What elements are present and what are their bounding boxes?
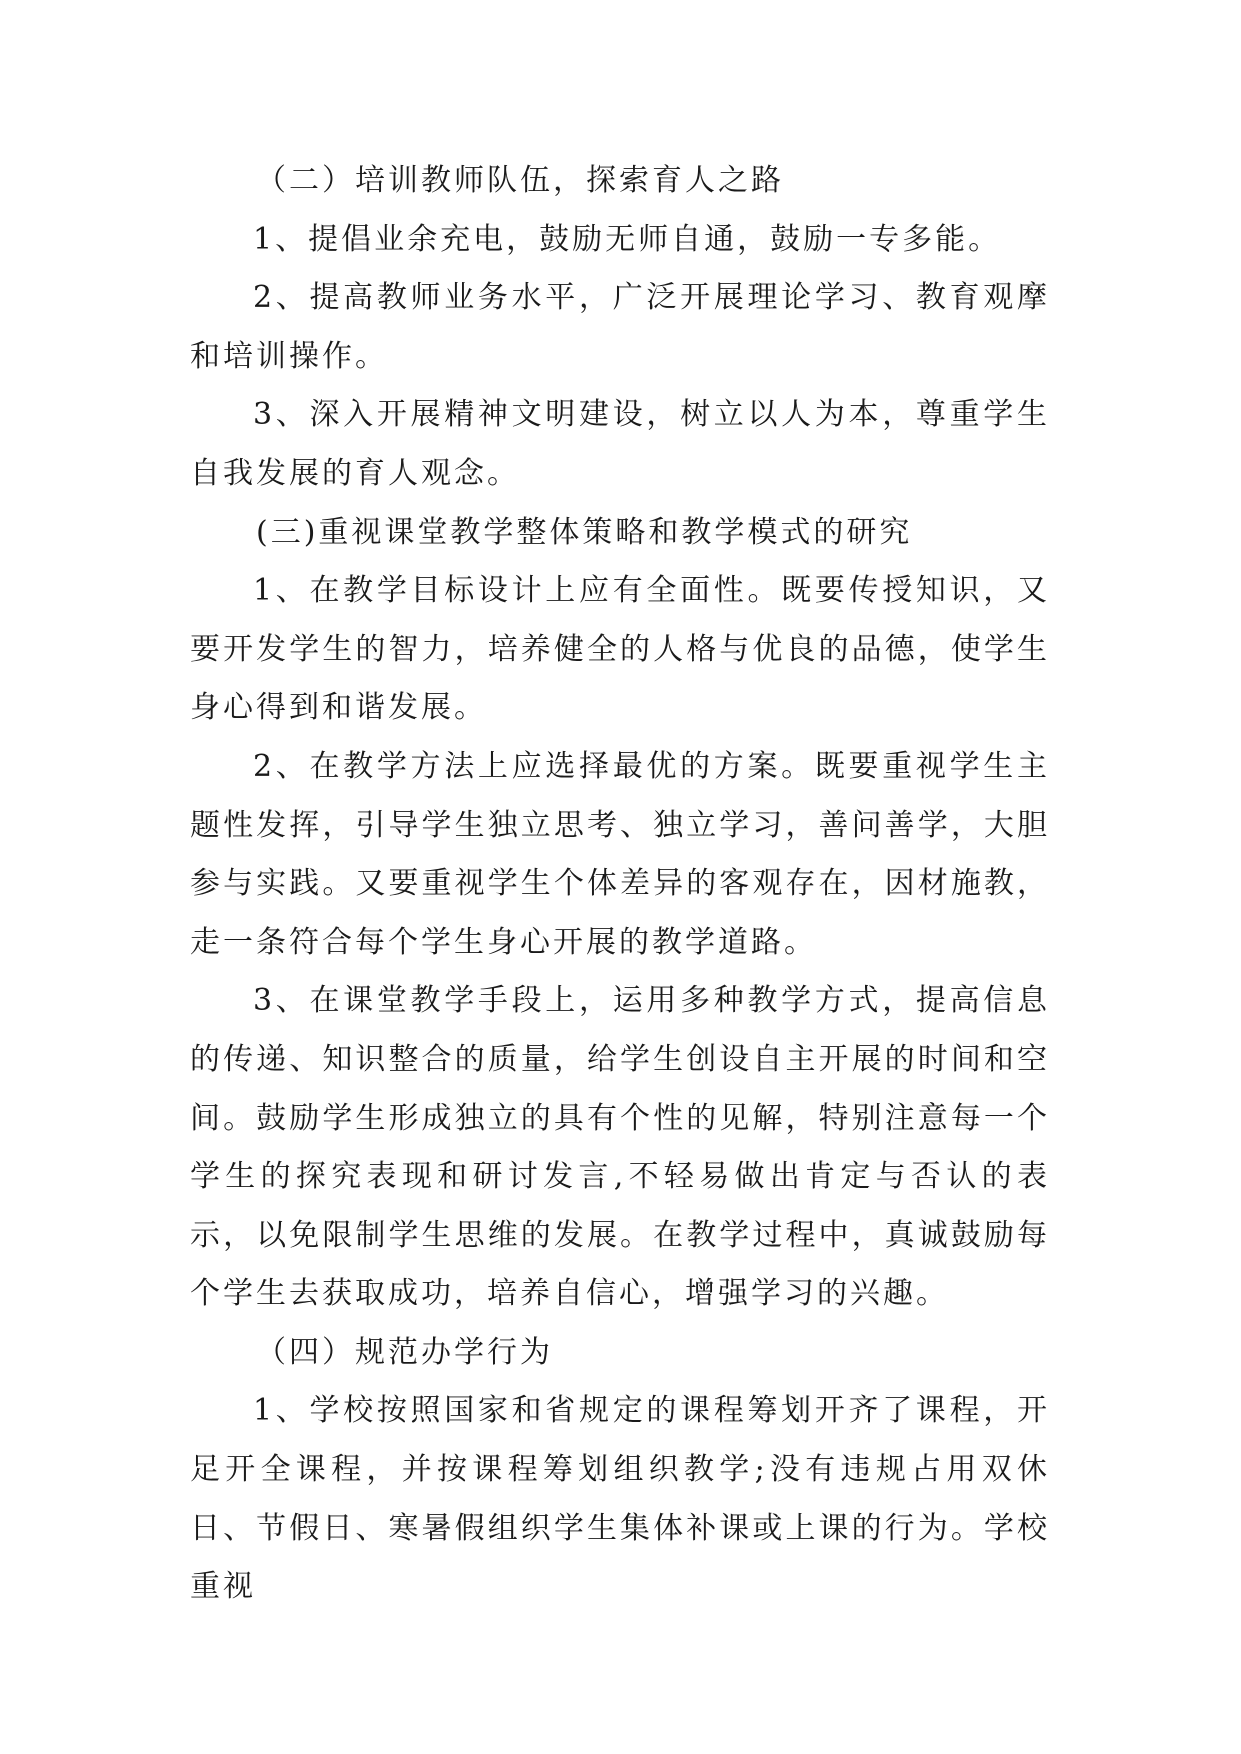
paragraph: 2、提高教师业务水平，广泛开展理论学习、教育观摩和培训操作。 bbox=[190, 280, 1050, 374]
paragraph: 3、深入开展精神文明建设，树立以人为本，尊重学生自我发展的育人观念。 bbox=[190, 397, 1050, 491]
paragraph: 1、学校按照国家和省规定的课程筹划开齐了课程，开足开全课程，并按课程筹划组织教学;没有违规占用双休日、节假日、寒暑假组织学生集体补课或上课的行为。学校重视 bbox=[190, 1393, 1050, 1605]
paragraph: 3、在课堂教学手段上，运用多种教学方式，提高信息的传递、知识整合的质量，给学生创设自主开展的时间和空间。鼓励学生形成独立的具有个性的见解，特别注意每一个学生的探究表现和研讨发言,不轻易做出肯定与否认的表示，以免限制学生思维的发展。在教学过程中，真诚鼓励每个学生去获取成功，培养自信心，增强学习的兴趣。 bbox=[190, 983, 1050, 1312]
paragraph: 1、提倡业余充电，鼓励无师自通，鼓励一专多能。 bbox=[253, 221, 1002, 257]
section-heading-4: （四）规范办学行为 bbox=[256, 1334, 553, 1370]
document-body bbox=[190, 152, 1050, 1617]
paragraph: 2、在教学方法上应选择最优的方案。既要重视学生主题性发挥，引导学生独立思考、独立学习，善问善学，大胆参与实践。又要重视学生个体差异的客观存在，因材施教，走一条符合每个学生身心开展的教学道路。 bbox=[190, 748, 1050, 960]
section-heading-3: (三)重视课堂教学整体策略和教学模式的研究 bbox=[256, 514, 913, 550]
section-heading-2: （二）培训教师队伍，探索育人之路 bbox=[256, 163, 784, 198]
paragraph: 1、在教学目标设计上应有全面性。既要传授知识，又要开发学生的智力，培养健全的人格与优良的品德，使学生身心得到和谐发展。 bbox=[190, 573, 1050, 726]
